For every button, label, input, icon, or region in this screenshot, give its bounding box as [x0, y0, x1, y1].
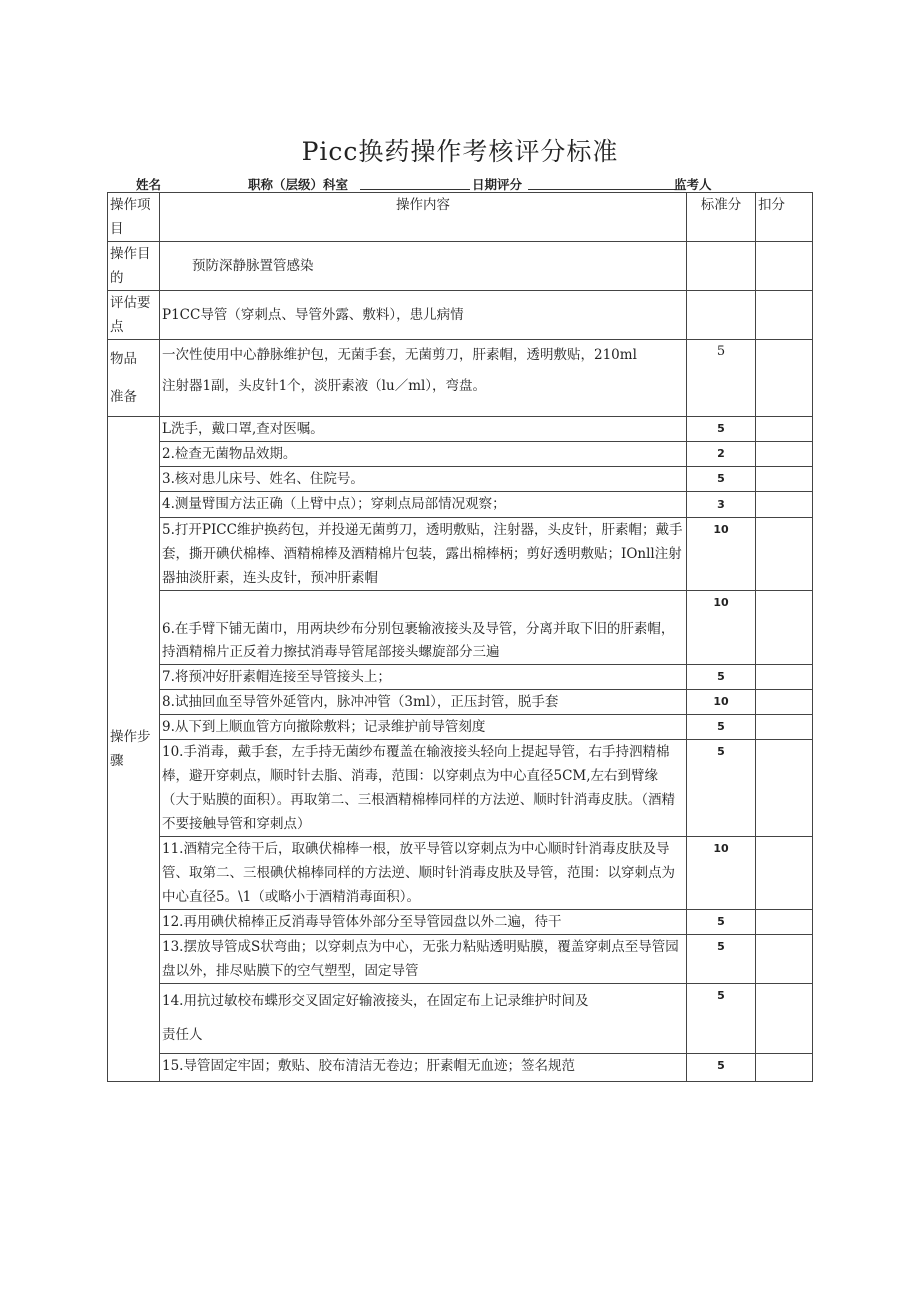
dept-blank — [360, 175, 470, 190]
step-deduct-cell[interactable] — [756, 492, 813, 518]
step-score: 5 — [687, 417, 756, 442]
date-score-label: 日期评分 — [472, 177, 523, 192]
step-score: 10 — [687, 518, 756, 591]
assessment-content: P1CC导管（穿刺点、导管外露、敷料），患儿病情 — [160, 291, 687, 340]
step-text — [160, 984, 687, 1054]
step-score: 5 — [687, 910, 756, 935]
step-score: 10 — [687, 837, 756, 910]
step-score: 5 — [687, 984, 756, 1054]
step-row — [108, 984, 813, 1054]
step-score: 5 — [687, 665, 756, 690]
supplies-label-line2: 准备 — [110, 389, 137, 405]
step-row — [108, 690, 813, 715]
step-deduct-cell[interactable] — [756, 417, 813, 442]
step-deduct-cell[interactable] — [756, 665, 813, 690]
step-score: 3 — [687, 492, 756, 518]
step-deduct-cell[interactable] — [756, 518, 813, 591]
step-row — [108, 935, 813, 984]
step-row — [108, 740, 813, 837]
step-deduct-cell[interactable] — [756, 837, 813, 910]
supplies-content-line2: 注射器1副，头皮针1个，淡肝素液（lu／ml），弯盘。 — [162, 378, 487, 394]
assessment-deduct-cell[interactable] — [756, 291, 813, 340]
step-text: 4.测量臂围方法正确（上臂中点）；穿刺点局部情况观察； — [160, 492, 687, 518]
step-text: 7.将预冲好肝素帽连接至导管接头上； — [160, 665, 687, 690]
assessment-row — [108, 291, 813, 340]
title-dept-label: 职称（层级）科室 — [248, 177, 349, 192]
step-score: 5 — [687, 740, 756, 837]
header-item: 操作项目 — [108, 193, 160, 242]
step-score: 5 — [687, 1054, 756, 1082]
step-deduct-cell[interactable] — [756, 690, 813, 715]
step-row — [108, 591, 813, 665]
step-score: 10 — [687, 690, 756, 715]
supplies-label — [108, 340, 160, 417]
step-text: L洗手，戴口罩,查对医嘱。 — [160, 417, 687, 442]
step-row — [108, 442, 813, 467]
step-deduct-cell[interactable] — [756, 591, 813, 665]
step-row — [108, 837, 813, 910]
step-score: 5 — [687, 715, 756, 740]
purpose-content: 预防深静脉置管感染 — [160, 242, 687, 291]
step-score: 5 — [687, 467, 756, 492]
header-standard: 标准分 — [687, 193, 756, 242]
step-score: 5 — [687, 935, 756, 984]
step-score: 10 — [687, 591, 756, 665]
assessment-score-cell — [687, 291, 756, 340]
steps-label: 操作步骤 — [108, 417, 160, 1082]
step-row — [108, 417, 813, 442]
step-text: 9.从下到上顺血管方向撤除敷料；记录维护前导管刻度 — [160, 715, 687, 740]
step-text-line2: 责任人 — [162, 1027, 203, 1043]
page-title: Picc换药操作考核评分标准 — [301, 137, 619, 166]
step-row — [108, 492, 813, 518]
step-text: 6.在手臂下铺无菌巾，用两块纱布分别包裹输液接头及导管，分离并取下旧的肝素帽，持酒精棉片正反着力擦拭消毒导管尾部接头螺旋部分三遍 — [160, 591, 687, 665]
examiner-label: 监考人 — [674, 177, 712, 192]
supplies-deduct-cell[interactable] — [756, 340, 813, 417]
step-deduct-cell[interactable] — [756, 910, 813, 935]
info-line — [108, 175, 813, 193]
step-deduct-cell[interactable] — [756, 740, 813, 837]
step-text-line1: 14.用抗过敏校布蝶形交叉固定好输液接头，在固定布上记录维护时间及 — [162, 993, 589, 1009]
header-row — [108, 193, 813, 242]
step-text: 5.打开PICC维护换药包，并投递无菌剪刀，透明敷贴，注射器，头皮针，肝素帽；戴手套，撕开碘伏棉棒、酒精棉棒及酒精棉片包装，露出棉棒柄；剪好透明敷贴；IOnll注射器抽淡肝素，连头皮针，预冲肝素帽 — [160, 518, 687, 591]
header-deduct: 扣分 — [756, 193, 813, 242]
name-label: 姓名 — [136, 177, 162, 192]
step-deduct-cell[interactable] — [756, 935, 813, 984]
step-text: 12.再用碘伏棉棒正反消毒导管体外部分至导管园盘以外二遍，待干 — [160, 910, 687, 935]
score-blank — [528, 175, 676, 190]
step-row — [108, 715, 813, 740]
step-row — [108, 467, 813, 492]
step-deduct-cell[interactable] — [756, 442, 813, 467]
step-deduct-cell[interactable] — [756, 467, 813, 492]
step-score: 2 — [687, 442, 756, 467]
purpose-deduct-cell[interactable] — [756, 242, 813, 291]
supplies-score: 5 — [687, 340, 756, 417]
purpose-label: 操作目的 — [108, 242, 160, 291]
assessment-label: 评估要点 — [108, 291, 160, 340]
supplies-content-line1: 一次性使用中心静脉维护包，无菌手套，无菌剪刀，肝素帽，透明敷贴，210ml — [162, 347, 637, 363]
step-text: 11.酒精完全待干后，取碘伏棉棒一根，放平导管以穿刺点为中心顺时针消毒皮肤及导管、取第二、三根碘伏棉棒同样的方法逆、顺时针消毒皮肤及导管，范围：以穿刺点为中心直径5。\1（或略小于酒精消毒面积）。 — [160, 837, 687, 910]
step-text: 13.摆放导管成S状弯曲；以穿刺点为中心，无张力粘贴透明贴膜，覆盖穿刺点至导管园盘以外，排尽贴膜下的空气塑型，固定导管 — [160, 935, 687, 984]
step-text: 8.试抽回血至导管外延管内，脉冲冲管（3ml），正压封管，脱手套 — [160, 690, 687, 715]
purpose-score-cell — [687, 242, 756, 291]
step-text: 10.手消毒，戴手套，左手持无菌纱布覆盖在输液接头轻向上提起导管，右手持泗精棉棒，避开穿刺点，顺时针去脂、消毒，范围：以穿刺点为中心直径5CM,左右到臂缘（大于贴膜的面积）。再取第二、三根酒精棉棒同样的方法逆、顺时针消毒皮肤。（酒精不要接触导管和穿刺点） — [160, 740, 687, 837]
scoring-table — [107, 192, 813, 1082]
step-row — [108, 665, 813, 690]
step-row — [108, 518, 813, 591]
purpose-row — [108, 242, 813, 291]
step-row — [108, 1054, 813, 1082]
supplies-row — [108, 340, 813, 417]
header-content: 操作内容 — [160, 193, 687, 242]
step-deduct-cell[interactable] — [756, 715, 813, 740]
step-text: 2.检查无菌物品效期。 — [160, 442, 687, 467]
supplies-content — [160, 340, 687, 417]
step-text: 3.核对患儿床号、姓名、住院号。 — [160, 467, 687, 492]
step-text: 15.导管固定牢固；敷贴、胶布清洁无卷边；肝素帽无血迹；签名规范 — [160, 1054, 687, 1082]
step-deduct-cell[interactable] — [756, 1054, 813, 1082]
supplies-label-line1: 物品 — [110, 351, 137, 367]
step-deduct-cell[interactable] — [756, 984, 813, 1054]
step-row — [108, 910, 813, 935]
